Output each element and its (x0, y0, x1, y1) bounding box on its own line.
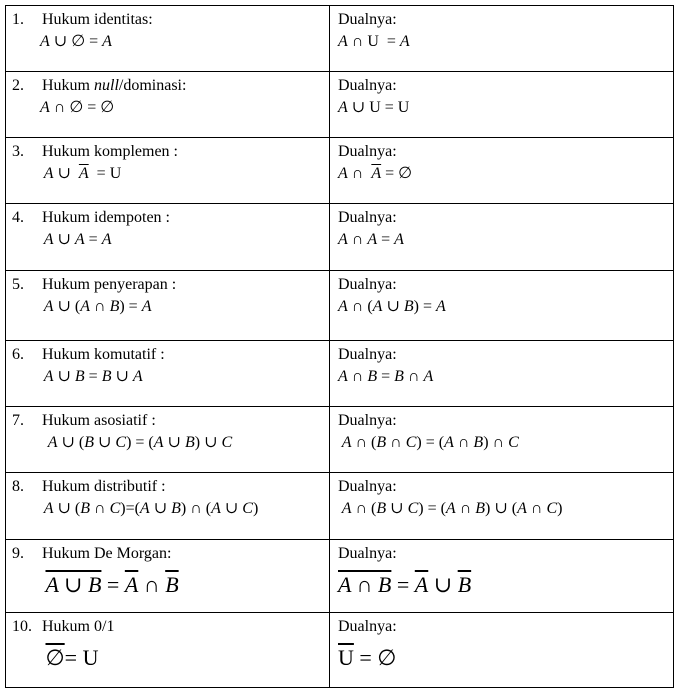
formula-segment: C (109, 500, 121, 517)
formula-segment: ∪ ( (57, 434, 85, 451)
formula-segment: Hukum (42, 77, 94, 94)
formula-segment: B (376, 434, 387, 451)
formula-segment: Hukum komplemen : (42, 143, 178, 160)
dual-cell (330, 204, 674, 271)
formula-segment: A (74, 231, 85, 248)
formula-segment: B (367, 368, 378, 385)
formula-segment: = U (64, 645, 99, 670)
formula-segment: ) ∪ (194, 434, 222, 451)
formula-segment: Hukum distributif : (42, 478, 166, 495)
law-number: 2. (12, 77, 24, 94)
law-formula (6, 230, 329, 250)
formula-segment: ) (252, 500, 259, 517)
formula-segment: A (40, 165, 54, 182)
formula-segment: $\overline{B}$ (165, 572, 179, 597)
formula-segment: /dominasi: (118, 77, 187, 94)
dual-cell (330, 72, 674, 138)
table-row (6, 204, 674, 271)
formula-segment: A (338, 231, 348, 248)
law-number: 3. (12, 143, 24, 160)
formula-segment: A (139, 500, 150, 517)
formula-segment: C (221, 434, 233, 451)
formula-segment: A (338, 99, 348, 116)
law-title (42, 345, 165, 365)
formula-segment: A (40, 33, 50, 50)
law-number: 6. (12, 346, 24, 363)
dual-cell (330, 473, 674, 540)
formula-segment: A ∩ B (338, 572, 392, 597)
formula-segment: B (80, 500, 90, 517)
formula-segment: A (517, 500, 527, 517)
table-row (6, 72, 674, 138)
law-title (42, 411, 156, 431)
formula-segment: ∩ ( (351, 434, 377, 451)
law-formula (6, 433, 329, 453)
dual-label: Dualnya: (338, 478, 397, 495)
formula-segment: A (445, 500, 456, 517)
formula-segment: Hukum komutatif : (42, 346, 165, 363)
formula-segment: $\overline{B}$ (457, 572, 472, 597)
formula-segment: ) ∪ ( (485, 500, 518, 517)
table-row (6, 341, 674, 407)
formula-segment: A (423, 368, 434, 385)
formula-segment: B (101, 368, 112, 385)
formula-segment: A (141, 298, 152, 315)
formula-segment: ∩ (90, 298, 110, 315)
law-formula (6, 367, 329, 387)
formula-segment: ∩ (90, 500, 110, 517)
formula-segment: ∪ (428, 572, 458, 597)
law-title (42, 477, 166, 497)
dual-cell (330, 138, 674, 204)
formula-segment: ) ∩ (483, 434, 509, 451)
formula-segment: ∪ (94, 434, 116, 451)
dual-label: Dualnya: (338, 545, 397, 562)
formula-segment: ) = (119, 298, 142, 315)
law-title (42, 142, 178, 162)
formula-segment: A (101, 231, 112, 248)
law-number: 5. (12, 276, 24, 293)
law-formula (6, 570, 329, 600)
law-formula (6, 98, 329, 118)
dual-formula (330, 499, 673, 519)
formula-segment: ∩ (455, 500, 476, 517)
formula-segment: ∅ (45, 645, 65, 670)
law-title (42, 208, 170, 228)
formula-segment: C (115, 434, 127, 451)
formula-segment: B (403, 298, 414, 315)
formula-segment: ) = ( (416, 434, 445, 451)
formula-segment: ∪ (149, 500, 172, 517)
law-formula (6, 32, 329, 52)
law-cell (6, 138, 330, 204)
formula-segment: ∩ ( (347, 298, 373, 315)
formula-segment: B (74, 368, 85, 385)
formula-segment: A (132, 368, 143, 385)
dual-cell (330, 271, 674, 341)
formula-segment: A (444, 434, 454, 451)
formula-segment: B (84, 434, 94, 451)
formula-segment: ) ∩ ( (180, 500, 212, 517)
formula-segment: = (84, 231, 102, 248)
formula-segment: ) (557, 500, 563, 517)
formula-segment: A (399, 33, 410, 50)
dual-formula (330, 164, 673, 184)
law-number: 10. (12, 618, 32, 635)
formula-segment: null (94, 77, 119, 94)
formula-segment: ∩ (526, 500, 547, 517)
formula-segment: = ∅ (353, 645, 397, 670)
formula-segment: B (184, 434, 195, 451)
formula-segment: $\overline{A}$ (414, 572, 429, 597)
dual-formula (330, 32, 673, 52)
dual-cell (330, 6, 674, 72)
formula-segment: A (211, 500, 221, 517)
dual-cell (330, 341, 674, 407)
formula-segment: ) = ( (126, 434, 154, 451)
law-title (42, 275, 176, 295)
formula-segment: ∪ (382, 298, 404, 315)
law-cell (6, 540, 330, 613)
dual-formula (330, 367, 673, 387)
formula-segment: B (394, 368, 404, 385)
formula-segment: A (436, 298, 446, 315)
law-formula (6, 297, 329, 317)
dual-label: Dualnya: (338, 143, 397, 160)
dual-label: Dualnya: (338, 412, 397, 429)
law-cell (6, 407, 330, 473)
law-formula (6, 499, 329, 519)
formula-segment: $\overline{A}$ (124, 572, 139, 597)
formula-segment: A (40, 298, 54, 315)
formula-segment: = U (88, 165, 122, 182)
dual-cell (330, 613, 674, 688)
formula-segment: C (242, 500, 253, 517)
formula-segment: ∩ (347, 368, 368, 385)
formula-segment: B (171, 500, 181, 517)
table-row (6, 407, 674, 473)
dual-formula (330, 570, 673, 600)
formula-segment: B (109, 298, 120, 315)
dual-formula (330, 230, 673, 250)
formula-segment: ∩ (138, 572, 166, 597)
law-number: 1. (12, 11, 24, 28)
formula-segment: ∪ (53, 165, 79, 182)
dual-label: Dualnya: (338, 346, 397, 363)
boolean-laws-table (5, 5, 674, 688)
formula-segment: A (338, 368, 348, 385)
law-cell (6, 204, 330, 271)
formula-segment: ∩ ∅ = ∅ (49, 99, 115, 116)
formula-segment: A (372, 298, 383, 315)
formula-segment: ∩ (403, 368, 424, 385)
dual-cell (330, 540, 674, 613)
law-title (42, 544, 171, 564)
law-cell (6, 613, 330, 688)
law-formula (6, 643, 329, 673)
formula-segment: $\overline{A}$ (78, 165, 89, 182)
formula-segment: $\overline{A}$ (371, 165, 382, 182)
dual-label: Dualnya: (338, 77, 397, 94)
formula-segment: Hukum idempoten : (42, 209, 170, 226)
formula-segment: $\overline{U}$ (338, 645, 354, 670)
law-formula (6, 164, 329, 184)
formula-segment: ∩ (347, 165, 372, 182)
formula-segment: ) = ( (418, 500, 446, 517)
formula-segment: A (40, 99, 50, 116)
dual-formula (330, 643, 673, 673)
formula-segment: A (80, 298, 90, 315)
law-title (42, 617, 114, 637)
formula-segment: Hukum penyerapan : (42, 276, 177, 293)
table-row (6, 473, 674, 540)
formula-segment: ∪ (220, 500, 243, 517)
formula-segment: Hukum identitas: (42, 11, 153, 28)
formula-segment: A (367, 231, 378, 248)
formula-segment: A (338, 500, 352, 517)
formula-segment: )=( (120, 500, 140, 517)
table-row (6, 6, 674, 72)
formula-segment: = (391, 572, 415, 597)
formula-segment: B (376, 500, 387, 517)
formula-segment: ∪ (53, 368, 75, 385)
law-number: 9. (12, 545, 24, 562)
formula-segment: ∪ (163, 434, 185, 451)
law-cell (6, 6, 330, 72)
formula-segment: A (153, 434, 164, 451)
formula-segment: ∩ (386, 434, 406, 451)
formula-segment: ∪ U = U (347, 99, 410, 116)
formula-segment: ∪ ( (53, 298, 81, 315)
dual-label: Dualnya: (338, 11, 397, 28)
formula-segment: Hukum asosiatif : (42, 412, 156, 429)
law-cell (6, 473, 330, 540)
table-row (6, 271, 674, 341)
formula-segment: ∩ U = (347, 33, 400, 50)
formula-segment: ∪ (53, 231, 75, 248)
formula-segment: C (405, 434, 417, 451)
dual-label: Dualnya: (338, 209, 397, 226)
formula-segment: B (473, 434, 484, 451)
formula-segment: Hukum 0/1 (42, 618, 115, 635)
formula-segment: ∪ ( (53, 500, 81, 517)
law-cell (6, 271, 330, 341)
formula-segment: A (394, 231, 404, 248)
formula-segment: A (40, 368, 54, 385)
law-cell (6, 341, 330, 407)
dual-cell (330, 407, 674, 473)
formula-segment: ∩ (347, 231, 368, 248)
law-title (42, 10, 153, 30)
formula-segment: ∪ (386, 500, 408, 517)
formula-segment: Hukum De Morgan: (42, 545, 172, 562)
formula-segment: ) = (413, 298, 436, 315)
formula-segment: C (407, 500, 419, 517)
formula-segment: C (508, 434, 519, 451)
table-row (6, 540, 674, 613)
dual-label: Dualnya: (338, 276, 397, 293)
table-row (6, 613, 674, 688)
formula-segment: ∩ ( (351, 500, 377, 517)
dual-label: Dualnya: (338, 618, 397, 635)
formula-segment: A (338, 298, 348, 315)
dual-formula (330, 297, 673, 317)
law-number: 7. (12, 412, 24, 429)
formula-segment: = (377, 368, 395, 385)
dual-formula (330, 98, 673, 118)
formula-segment: A (102, 33, 112, 50)
formula-segment: A ∪ B (45, 572, 102, 597)
formula-segment: A (338, 33, 348, 50)
formula-segment: A (40, 434, 58, 451)
formula-segment: ∪ (111, 368, 133, 385)
formula-segment: C (546, 500, 558, 517)
law-number: 8. (12, 478, 24, 495)
law-cell (6, 72, 330, 138)
formula-segment: A (40, 231, 54, 248)
law-title (42, 76, 186, 96)
law-number: 4. (12, 209, 24, 226)
formula-segment: ∪ ∅ = (49, 33, 103, 50)
dual-formula (330, 433, 673, 453)
formula-segment: A (40, 500, 54, 517)
formula-segment: = (84, 368, 102, 385)
formula-segment: = (377, 231, 395, 248)
formula-segment: B (475, 500, 486, 517)
table-row (6, 138, 674, 204)
formula-segment: = (101, 572, 125, 597)
formula-segment: ∩ (453, 434, 474, 451)
formula-segment: A (338, 165, 348, 182)
formula-segment: A (338, 434, 352, 451)
formula-segment: = ∅ (381, 165, 413, 182)
